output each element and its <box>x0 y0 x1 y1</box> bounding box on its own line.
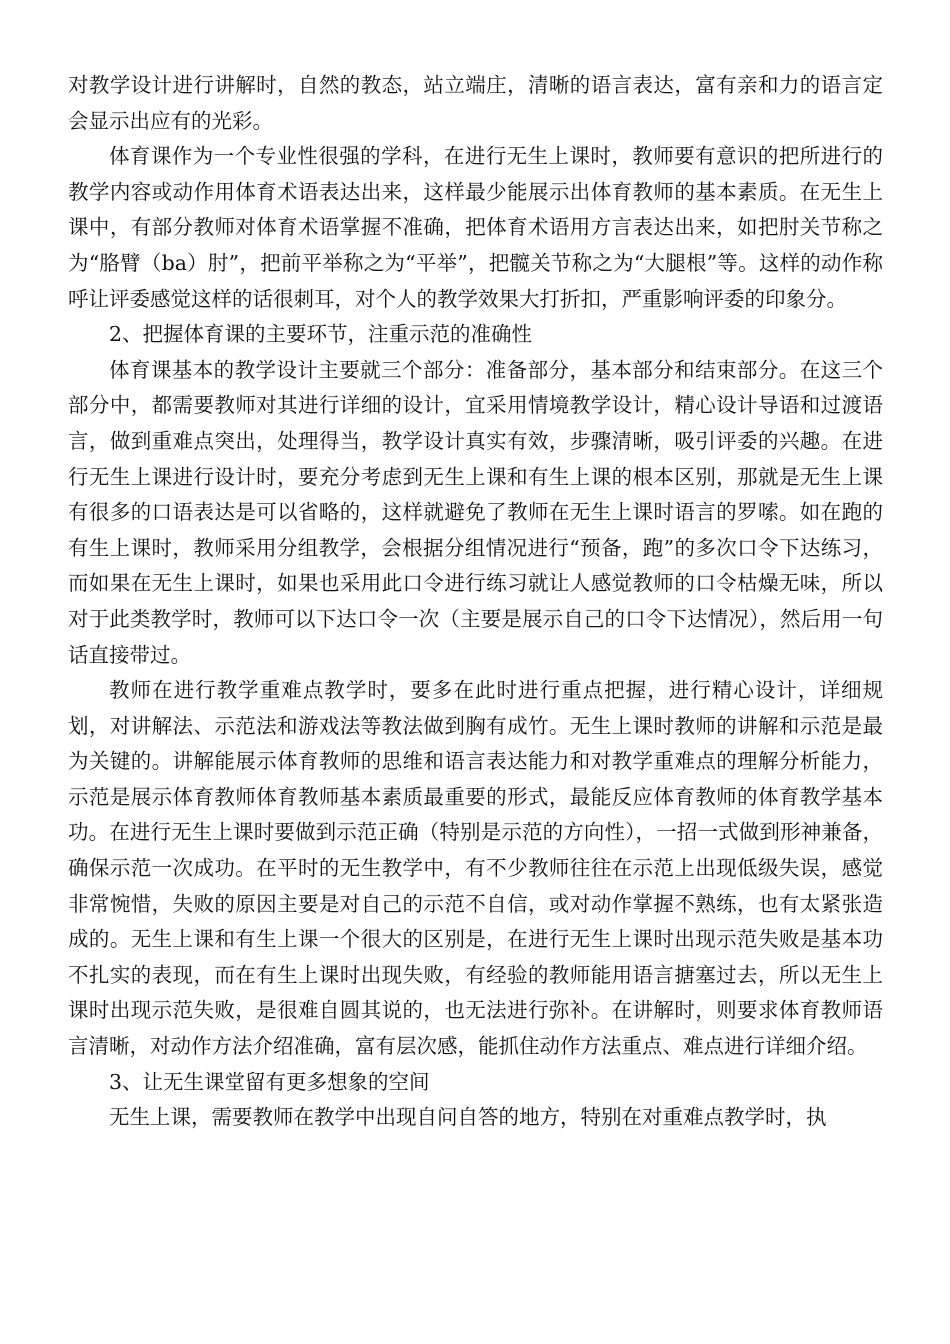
paragraph-terminology: 体育课作为一个专业性很强的学科，在进行无生上课时，教师要有意识的把所进行的教学内容或动作用体育术语表达出来，这样最少能展示出体育教师的基本素质。在无生上课中，有部分教师对体育术语掌握不准确，把体育术语用方言表达出来，如把肘关节称之为“胳臂（ba）肘”，把前平举称之为“平举”，把髋关节称之为“大腿根”等。这样的动作称呼让评委感觉这样的话很刺耳，对个人的教学效果大打折扣，严重影响评委的印象分。 <box>68 144 883 311</box>
section-heading-3: 3、让无生课堂留有更多想象的空间 <box>109 1069 430 1094</box>
document-page <box>68 68 883 1136</box>
paragraph-lesson-design: 体育课基本的教学设计主要就三个部分：准备部分，基本部分和结束部分。在这三个部分中，都需要教师对其进行详细的设计，宜采用情境教学设计，精心设计导语和过渡语言，做到重难点突出，处理得当，教学设计真实有效，步骤清晰，吸引评委的兴趣。在进行无生上课进行设计时，要充分考虑到无生上课和有生上课的根本区别，那就是无生上课有很多的口语表达是可以省略的，这样就避免了教师在无生上课时语言的罗嗦。如在跑的有生上课时，教师采用分组教学，会根据分组情况进行“预备，跑”的多次口令下达练习，而如果在无生上课时，如果也采用此口令进行练习就让人感觉教师的口令枯燥无味，所以对于此类教学时，教师可以下达口令一次（主要是展示自己的口令下达情况），然后用一句话直接带过。 <box>68 357 883 667</box>
paragraph-continued: 对教学设计进行讲解时，自然的教态，站立端庄，清晰的语言表达，富有亲和力的语言定会显示出应有的光彩。 <box>68 73 883 133</box>
section-heading-2: 2、把握体育课的主要环节，注重示范的准确性 <box>109 322 533 347</box>
paragraph-demonstration: 教师在进行教学重难点教学时，要多在此时进行重点把握，进行精心设计，详细规划，对讲解法、示范法和游戏法等教法做到胸有成竹。无生上课时教师的讲解和示范是最为关键的。讲解能展示体育教师的思维和语言表达能力和对教学重难点的理解分析能力，示范是展示体育教师体育教师基本素质最重要的形式，最能反应体育教师的体育教学基本功。在进行无生上课时要做到示范正确（特别是示范的方向性），一招一式做到形神兼备，确保示范一次成功。在平时的无生教学中，有不少教师往往在示范上出现低级失误，感觉非常惋惜，失败的原因主要是对自己的示范不自信，或对动作掌握不熟练，也有太紧张造成的。无生上课和有生上课一个很大的区别是，在进行无生上课时出现示范失败是基本功不扎实的表现，而在有生上课时出现失败，有经验的教师能用语言搪塞过去，所以无生上课时出现示范失败，是很难自圆其说的，也无法进行弥补。在讲解时，则要求体育教师语言清晰，对动作方法介绍准确，富有层次感，能抓住动作方法重点、难点进行详细介绍。 <box>68 678 883 1059</box>
paragraph-imagination: 无生上课，需要教师在教学中出现自问自答的地方，特别在对重难点教学时，执 <box>109 1105 827 1130</box>
